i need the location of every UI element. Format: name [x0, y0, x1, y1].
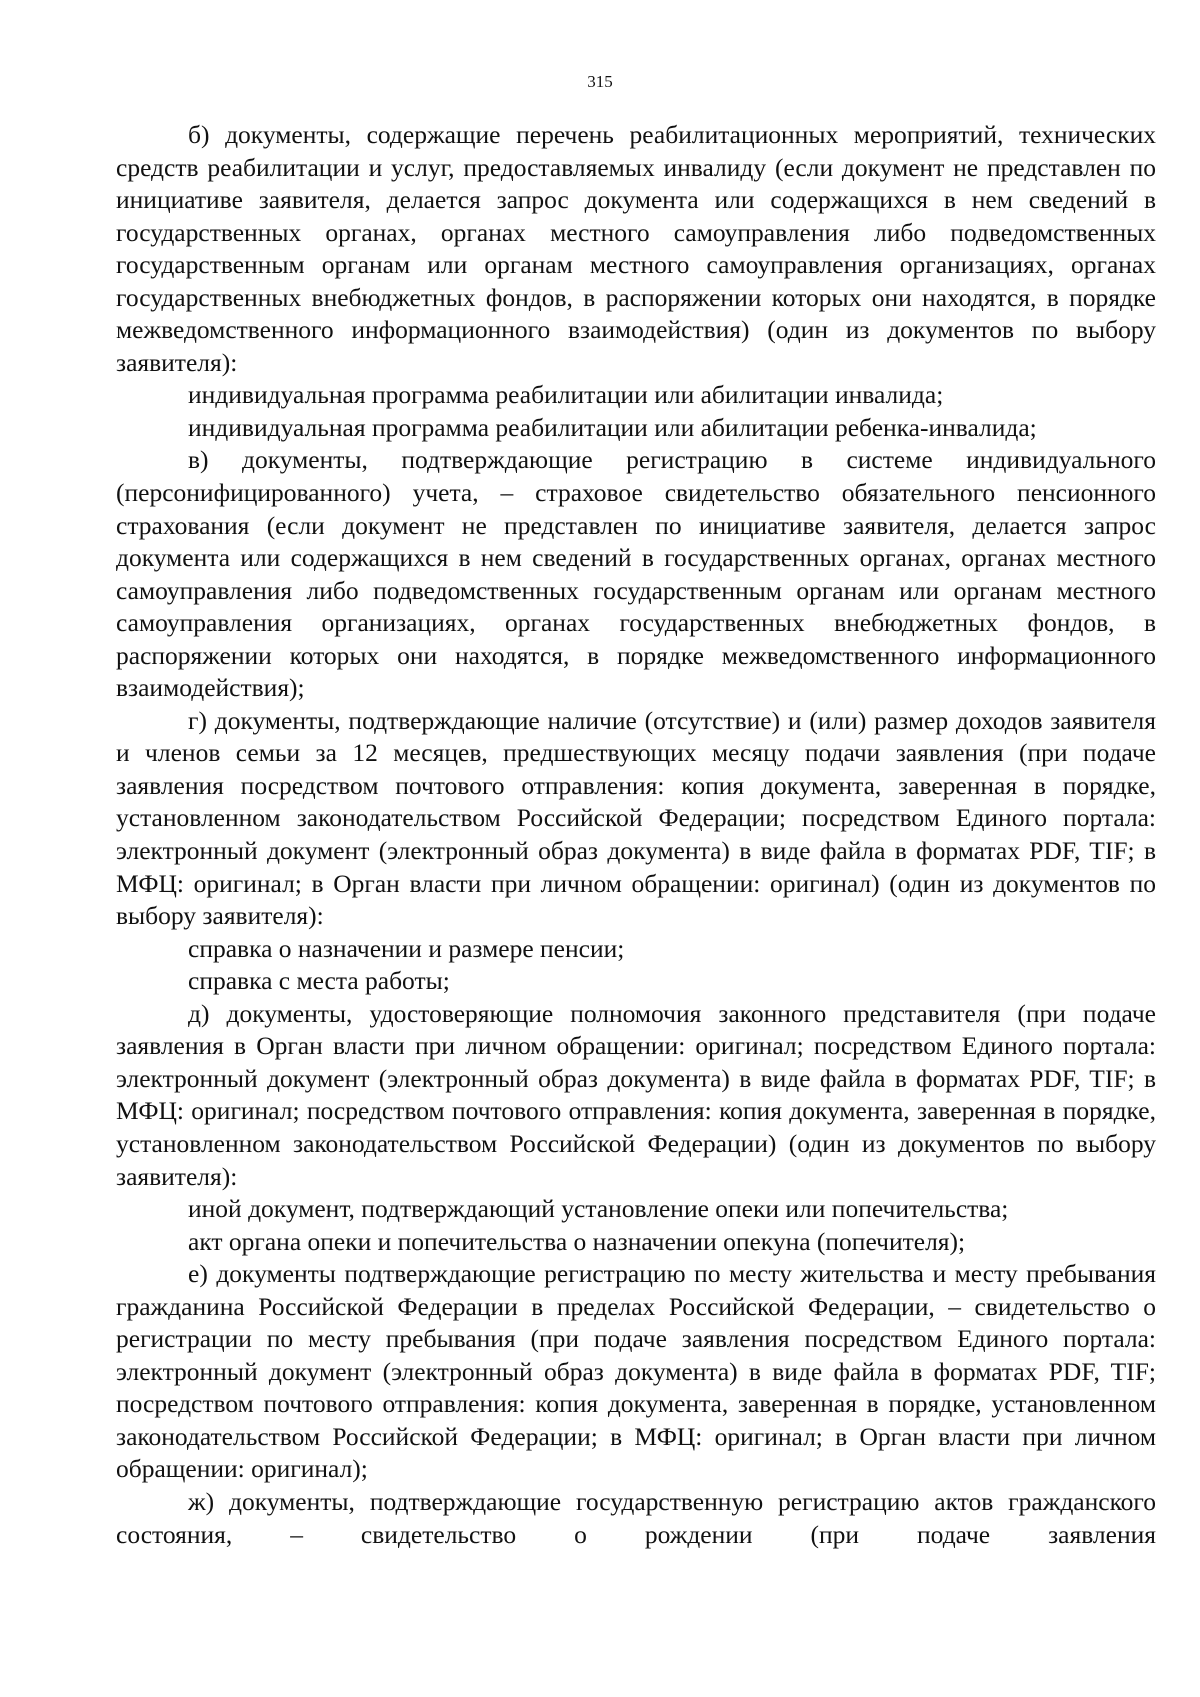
list-item-child-program: индивидуальная программа реабилитации или абилитации ребенка-инвалида; — [188, 412, 1037, 442]
document-body — [116, 119, 1156, 1551]
paragraph-e: е) документы подтверждающие регистрацию по месту жительства и месту пребывания гражданина Российской Федерации в пределах Российской Федерации, – свидетельство о регистрации по месту пребывания (при подаче заявления посредством Единого портала: электронный документ (электронный образ документа) в виде файла в форматах PDF, TIF; посредством почтового отправления: копия документа, заверенная в порядке, установленном законодательством Российской Федерации; в МФЦ: оригинал; в Орган власти при личном обращении: оригинал); — [116, 1259, 1156, 1484]
list-item-guardianship-act: акт органа опеки и попечительства о назначении опекуна (попечителя); — [188, 1226, 966, 1256]
list-item-guardianship-document: иной документ, подтверждающий установление опеки или попечительства; — [188, 1194, 1009, 1224]
paragraph-b: б) документы, содержащие перечень реабилитационных мероприятий, технических средств реабилитации и услуг, предоставляемых инвалиду (если документ не представлен по инициативе заявителя, делается запрос документа или содержащихся в нем сведений в государственных органах, органах местного самоуправления либо подведомственных государственным органам или органам местного самоуправления организациях, органах государственных внебюджетных фондов, в распоряжении которых они находятся, в порядке межведомственного информационного взаимодействия) (один из документов по выбору заявителя): — [116, 120, 1156, 377]
page-number: 315 — [587, 72, 613, 91]
list-item-pension-certificate: справка о назначении и размере пенсии; — [188, 933, 625, 963]
paragraph-d: д) документы, удостоверяющие полномочия законного представителя (при подаче заявления в Орган власти при личном обращении: оригинал; посредством Единого портала: электронный документ (электронный образ документа) в виде файла в форматах PDF, TIF; в МФЦ: оригинал; посредством почтового отправления: копия документа, заверенная в порядке, установленном законодательством Российской Федерации) (один из документов по выбору заявителя): — [116, 998, 1156, 1191]
paragraph-v: в) документы, подтверждающие регистрацию в системе индивидуального (персонифицированного) учета, – страховое свидетельство обязательного пенсионного страхования (если документ не представлен по инициативе заявителя, делается запрос документа или содержащихся в нем сведений в государственных органах, органах местного самоуправления либо подведомственных государственным органам или органам местного самоуправления организациях, органах государственных внебюджетных фондов, в распоряжении которых они находятся, в порядке межведомственного информационного взаимодействия); — [116, 445, 1156, 703]
list-item-disabled-program: индивидуальная программа реабилитации или абилитации инвалида; — [188, 380, 944, 410]
paragraph-g: г) документы, подтверждающие наличие (отсутствие) и (или) размер доходов заявителя и членов семьи за 12 месяцев, предшествующих месяцу подачи заявления (при подаче заявления посредством почтового отправления: копия документа, заверенная в порядке, установленном законодательством Российской Федерации; посредством Единого портала: электронный документ (электронный образ документа) в виде файла в форматах PDF, TIF; в МФЦ: оригинал; в Орган власти при личном обращении: оригинал) (один из документов по выбору заявителя): — [116, 705, 1156, 931]
list-item-work-certificate: справка с места работы; — [188, 966, 450, 996]
paragraph-zh: ж) документы, подтверждающие государственную регистрацию актов гражданского состояния, – свидетельство о рождении (при подаче заявления — [116, 1486, 1156, 1549]
